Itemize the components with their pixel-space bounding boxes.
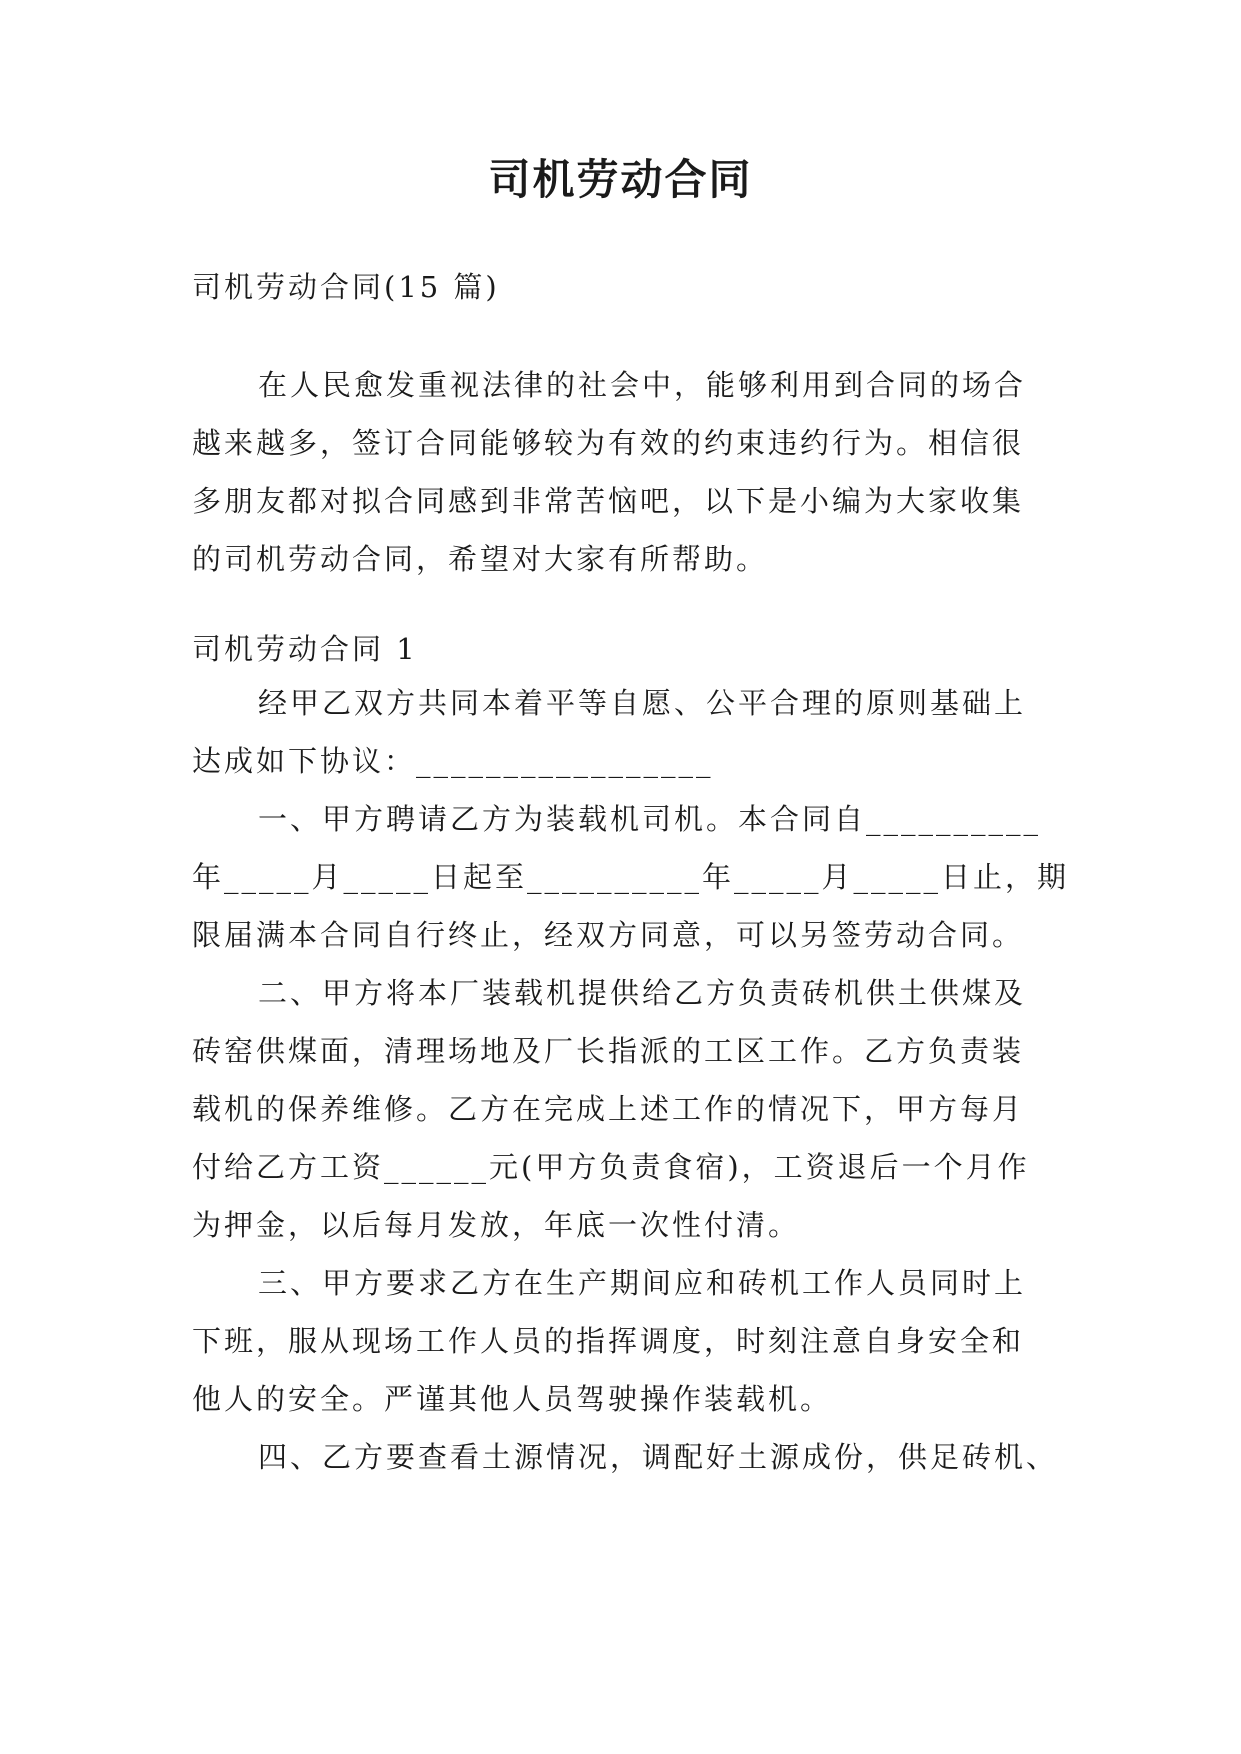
intro-line: 的司机劳动合同，希望对大家有所帮助。: [192, 542, 769, 576]
intro-line: 越来越多，签订合同能够较为有效的约束违约行为。相信很: [192, 426, 1025, 460]
clause-2-line: 载机的保养维修。乙方在完成上述工作的情况下，甲方每月: [192, 1092, 1025, 1126]
contract-body: [192, 674, 1070, 1486]
clause-3-line: 他人的安全。严谨其他人员驾驶操作装载机。: [192, 1382, 833, 1416]
intro-paragraph: [192, 356, 1052, 588]
clause-2-line: 砖窑供煤面，清理场地及厂长指派的工区工作。乙方负责装: [192, 1034, 1025, 1068]
intro-line: 多朋友都对拟合同感到非常苦恼吧，以下是小编为大家收集: [192, 484, 1025, 518]
clause-3-line: 三、甲方要求乙方在生产期间应和砖机工作人员同时上: [258, 1266, 1027, 1300]
clause-2-line: 为押金，以后每月发放，年底一次性付清。: [192, 1208, 801, 1242]
clause-1-line: 年_____月_____日起至__________年_____月_____日止，期: [192, 860, 1070, 894]
clause-preamble-line: 达成如下协议：_________________: [192, 744, 714, 778]
clause-2-line: 付给乙方工资______元(甲方负责食宿)，工资退后一个月作: [192, 1150, 1030, 1184]
intro-line: 在人民愈发重视法律的社会中，能够利用到合同的场合: [258, 368, 1027, 402]
clause-4-line: 四、乙方要查看土源情况，调配好土源成份，供足砖机、: [258, 1440, 1059, 1474]
document-title: 司机劳动合同: [488, 155, 753, 204]
clause-preamble-line: 经甲乙双方共同本着平等自愿、公平合理的原则基础上: [258, 686, 1027, 720]
clause-3-line: 下班，服从现场工作人员的指挥调度，时刻注意自身安全和: [192, 1324, 1025, 1358]
document-subtitle: [192, 258, 1052, 316]
section-heading-line: 司机劳动合同 1: [192, 632, 418, 666]
clause-1-line: 限届满本合同自行终止，经双方同意，可以另签劳动合同。: [192, 918, 1025, 952]
clause-1-line: 一、甲方聘请乙方为装载机司机。本合同自__________: [258, 802, 1042, 836]
section-heading: [192, 620, 1052, 678]
clause-2-line: 二、甲方将本厂装载机提供给乙方负责砖机供土供煤及: [258, 976, 1027, 1010]
subtitle-line: 司机劳动合同(15 篇): [192, 270, 500, 304]
